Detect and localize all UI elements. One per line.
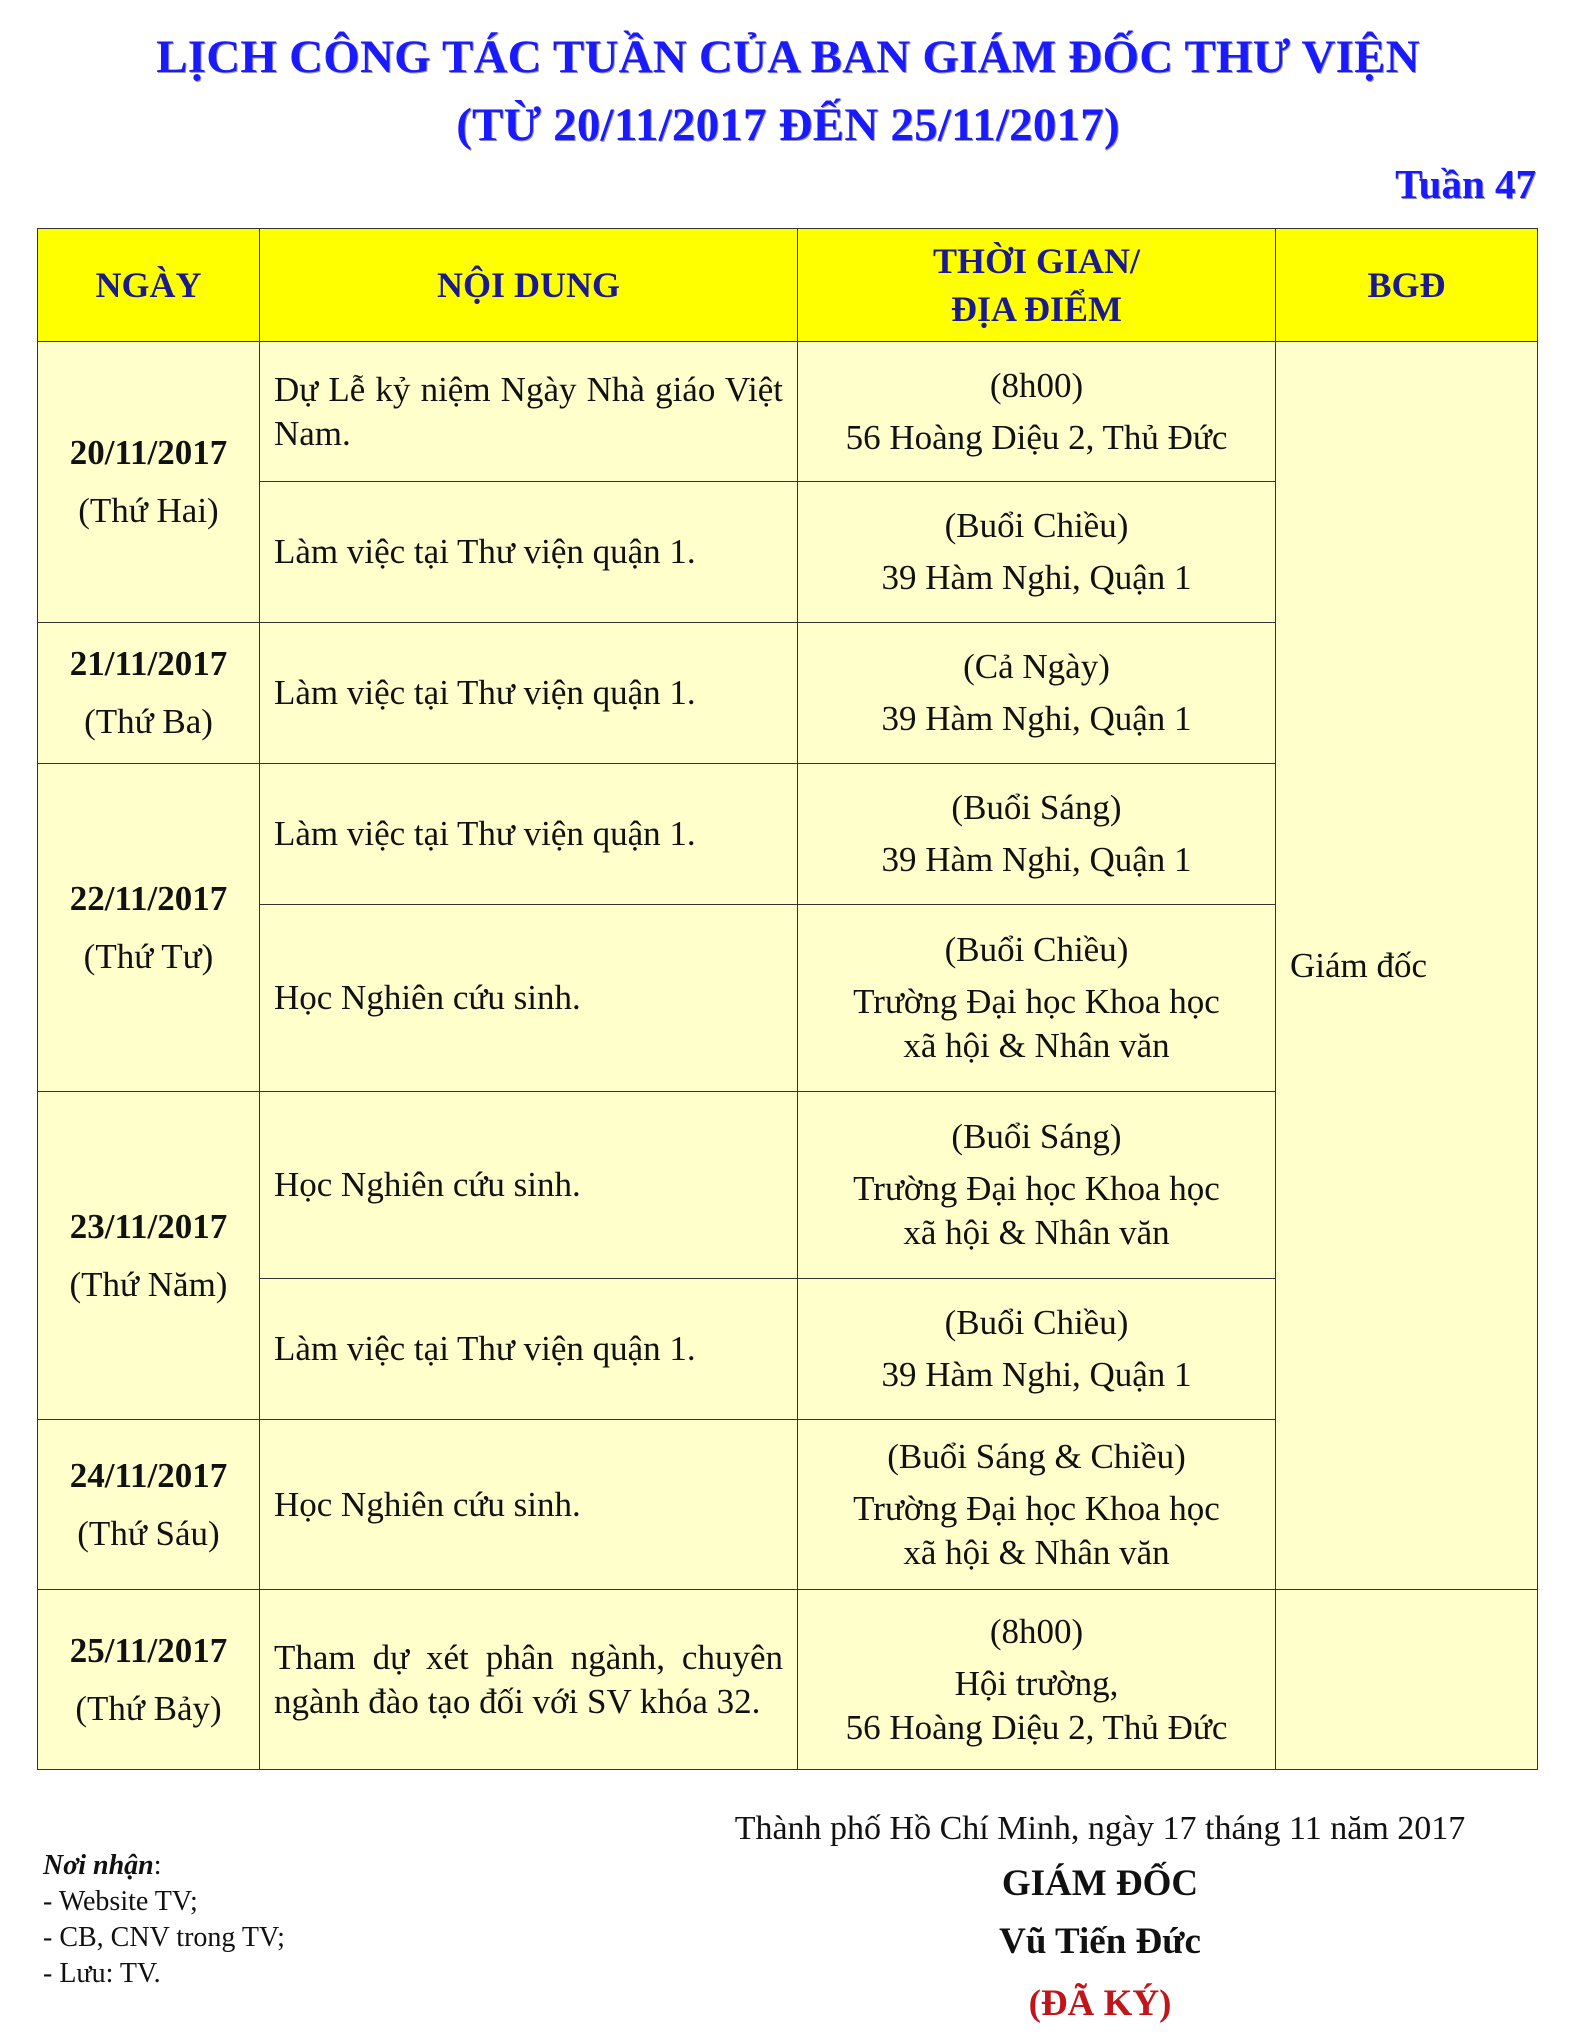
day-date: 21/11/2017 [69, 644, 228, 683]
day-weekday: (Thứ Ba) [84, 702, 213, 741]
time-text: (Cả Ngày) [963, 647, 1110, 686]
content-cell: Làm việc tại Thư viện quận 1. [260, 482, 798, 623]
day-cell [38, 342, 260, 623]
schedule-table [37, 228, 1538, 1770]
recipient-item: - Lưu: TV. [43, 1958, 161, 1989]
page-subtitle-date-range: (TỪ 20/11/2017 ĐẾN 25/11/2017) [456, 99, 1120, 151]
header-time-label: THỜI GIAN/ [932, 241, 1141, 281]
time-text: (Buổi Sáng & Chiều) [887, 1436, 1186, 1476]
day-cell [38, 1092, 260, 1420]
content-cell: Làm việc tại Thư viện quận 1. [260, 1279, 798, 1420]
day-weekday: (Thứ Bảy) [75, 1688, 222, 1728]
day-weekday: (Thứ Năm) [69, 1264, 228, 1304]
day-date: 23/11/2017 [69, 1206, 228, 1246]
time-text: (Buổi Chiều) [944, 506, 1129, 545]
bgd-cell-empty [1276, 1590, 1538, 1770]
time-place-cell [798, 623, 1276, 764]
day-weekday: (Thứ Sáu) [77, 1513, 220, 1553]
location-text: 39 Hàm Nghi, Quận 1 [881, 840, 1192, 879]
week-number: Tuần 47 [1395, 161, 1536, 207]
content-cell: Dự Lễ kỷ niệm Ngày Nhà giáo Việt Nam. [260, 342, 798, 482]
recipients-block [43, 1848, 285, 1992]
location-text: Hội trường, 56 Hoàng Diệu 2, Thủ Đức [845, 1663, 1228, 1747]
header-day: NGÀY [38, 229, 260, 342]
time-text: (Buổi Chiều) [944, 1303, 1129, 1342]
recipient-item: - Website TV; [43, 1886, 198, 1917]
time-place-cell [798, 764, 1276, 905]
time-place-cell [798, 1279, 1276, 1420]
day-cell [38, 623, 260, 764]
table-header-row [38, 229, 1538, 342]
header-place-label: ĐỊA ĐIỂM [950, 289, 1123, 329]
time-place-cell [798, 482, 1276, 623]
table-row [38, 1590, 1538, 1770]
time-text: (8h00) [989, 365, 1084, 405]
bgd-cell: Giám đốc [1276, 342, 1538, 1590]
director-title: GIÁM ĐỐC [1001, 1863, 1199, 1904]
recipients-label-text: Nơi nhận [43, 1850, 154, 1881]
content-cell: Tham dự xét phân ngành, chuyên ngành đào tạo đối với SV khóa 32. [260, 1590, 798, 1770]
time-place-cell [798, 342, 1276, 482]
time-text: (Buổi Sáng) [951, 788, 1122, 827]
content-cell: Học Nghiên cứu sinh. [260, 1092, 798, 1279]
content-cell: Học Nghiên cứu sinh. [260, 1420, 798, 1590]
header-time-place [798, 229, 1276, 342]
day-weekday: (Thứ Tư) [83, 936, 214, 976]
location-text: 39 Hàm Nghi, Quận 1 [881, 1355, 1192, 1394]
director-name: Vũ Tiến Đức [999, 1921, 1201, 1962]
time-place-cell [798, 1590, 1276, 1770]
day-date: 20/11/2017 [69, 433, 228, 472]
day-date: 24/11/2017 [69, 1455, 228, 1495]
location-text: 39 Hàm Nghi, Quận 1 [881, 699, 1192, 738]
signed-stamp: (ĐÃ KÝ) [1028, 1983, 1172, 2024]
day-cell [38, 764, 260, 1092]
day-cell [38, 1420, 260, 1590]
day-date: 22/11/2017 [69, 878, 228, 918]
location-text: Trường Đại học Khoa học xã hội & Nhân văn [853, 1169, 1220, 1252]
time-place-cell [798, 1420, 1276, 1590]
location-text: Trường Đại học Khoa học xã hội & Nhân văn [853, 982, 1220, 1065]
recipients-label-colon: : [153, 1850, 162, 1881]
day-cell [38, 1590, 260, 1770]
location-text: Trường Đại học Khoa học xã hội & Nhân văn [853, 1488, 1220, 1572]
time-place-cell [798, 1092, 1276, 1279]
recipient-item: - CB, CNV trong TV; [43, 1922, 285, 1953]
header-bgd: BGĐ [1276, 229, 1538, 342]
page-title: LỊCH CÔNG TÁC TUẦN CỦA BAN GIÁM ĐỐC THƯ VIỆN [156, 31, 1420, 83]
location-text: 39 Hàm Nghi, Quận 1 [881, 558, 1192, 597]
content-cell: Làm việc tại Thư viện quận 1. [260, 623, 798, 764]
time-place-cell [798, 905, 1276, 1092]
time-text: (8h00) [989, 1611, 1084, 1651]
content-cell: Học Nghiên cứu sinh. [260, 905, 798, 1092]
recipients-label [43, 1848, 285, 1884]
content-cell: Làm việc tại Thư viện quận 1. [260, 764, 798, 905]
day-weekday: (Thứ Hai) [78, 491, 219, 530]
header-content: NỘI DUNG [260, 229, 798, 342]
day-date: 25/11/2017 [69, 1630, 228, 1670]
table-row [38, 342, 1538, 482]
time-text: (Buổi Sáng) [951, 1117, 1122, 1156]
time-text: (Buổi Chiều) [944, 930, 1129, 969]
city-date: Thành phố Hồ Chí Minh, ngày 17 tháng 11 năm 2017 [734, 1810, 1466, 1847]
location-text: 56 Hoàng Diệu 2, Thủ Đức [845, 417, 1228, 457]
